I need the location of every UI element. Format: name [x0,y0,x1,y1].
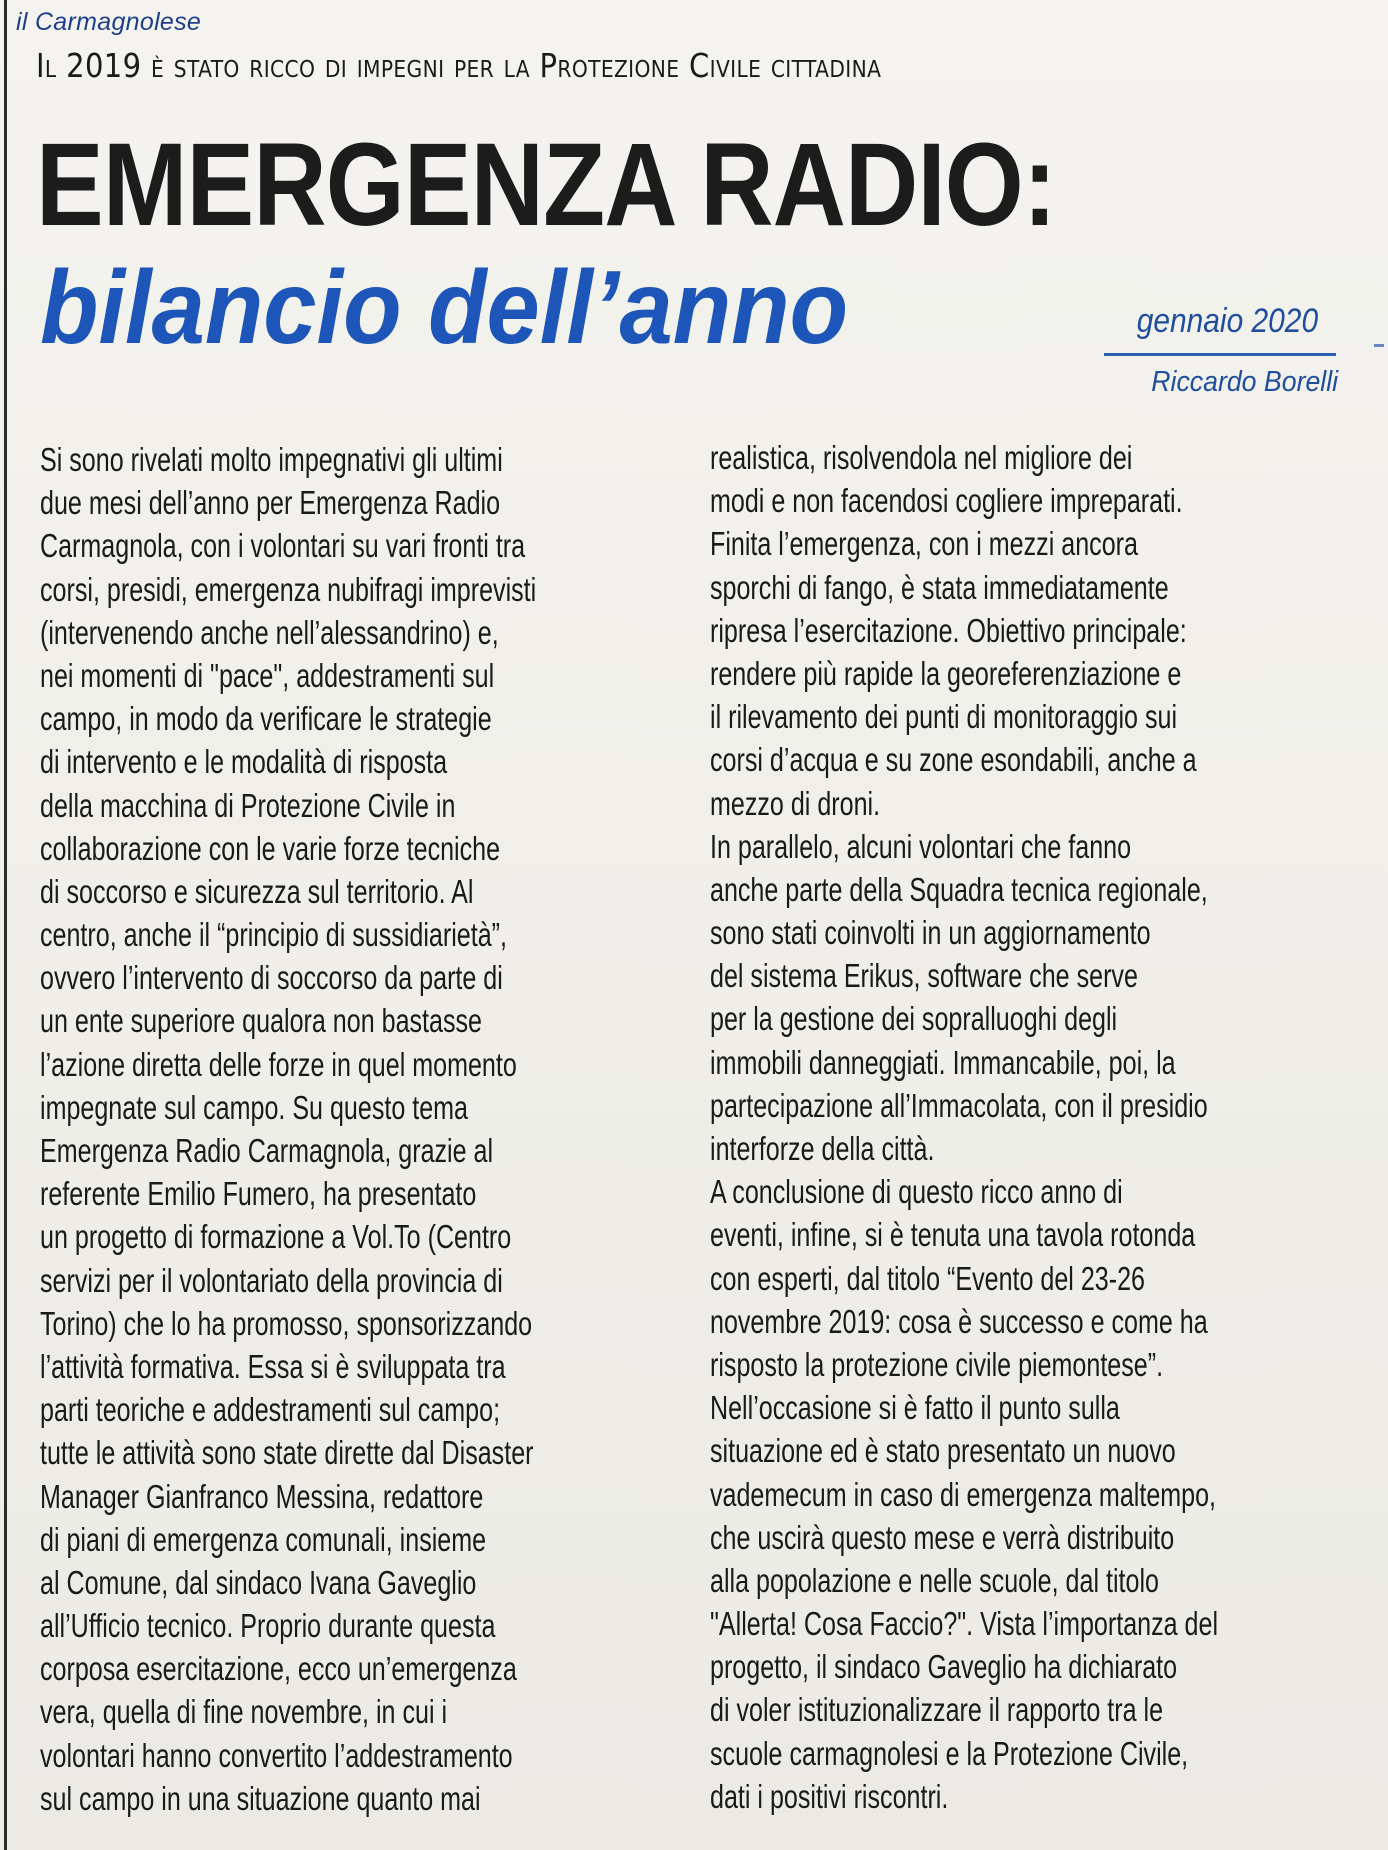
article-text-line: di soccorso e sicurezza sul territorio. Al [40,872,474,910]
article-text-line: novembre 2019: cosa è successo e come ha [710,1302,1208,1340]
article-text-line: corsi d’acqua e su zone esondabili, anche a [710,741,1197,779]
article-text-line: Si sono rivelati molto impegnativi gli ultimi [40,441,503,478]
article-text-line: centro, anche il “principio di sussidiarietà”, [40,916,507,954]
article-text-line: rendere più rapide la georeferenziazione e [710,654,1182,692]
article-text-line: che uscirà questo mese e verrà distribuito [710,1518,1175,1556]
article-text-line: Manager Gianfranco Messina, redattore [40,1477,484,1515]
article-text-line: di voler istituzionalizzare il rapporto tra le [710,1691,1164,1729]
article-text-line: referente Emilio Fumero, ha presentato [40,1175,477,1213]
article-text-line: vademecum in caso di emergenza maltempo, [710,1475,1217,1513]
article-text-line: del sistema Erikus, software che serve [710,957,1138,995]
article-text-line: risposto la protezione civile piemontese”. [710,1345,1164,1383]
article-subtitle: bilancio dell’anno [40,250,849,366]
article-text-line: volontari hanno convertito l’addestramento [40,1736,513,1774]
article-text-line: l’azione diretta delle forze in quel momento [40,1045,517,1083]
article-text-line: Nell’occasione si è fatto il punto sulla [710,1389,1120,1427]
article-text-line: scuole carmagnolesi e la Protezione Civile, [710,1734,1189,1772]
article-text-line: Carmagnola, con i volontari su vari fronti tra [40,527,526,565]
article-text-line: un ente superiore qualora non bastasse [40,1002,482,1040]
page-left-rule [4,0,7,1850]
article-text-line: un progetto di formazione a Vol.To (Centro [40,1218,512,1256]
article-text-line: anche parte della Squadra tecnica regionale, [710,870,1208,908]
article-text-line: collaborazione con le varie forze tecniche [40,829,501,867]
article-text-line: due mesi dell’anno per Emergenza Radio [40,484,501,522]
article-column-left [40,438,693,1820]
article-text-line: A conclusione di questo ricco anno di [710,1173,1123,1211]
article-text-line: di intervento e le modalità di risposta [40,743,448,781]
article-text-line: ovvero l’intervento di soccorso da parte di [40,959,503,997]
article-text-line: Emergenza Radio Carmagnola, grazie al [40,1132,494,1169]
article-text-line: (intervenendo anche nell’alessandrino) e, [40,613,499,651]
article-column-right [710,436,1378,1818]
article-text-line: modi e non facendosi cogliere impreparati. [710,482,1183,520]
article-text-line: In parallelo, alcuni volontari che fanno [710,827,1132,865]
margin-mark [1374,344,1384,347]
article-text-line: ripresa l’esercitazione. Obiettivo principale: [710,611,1187,649]
article-text-line: tutte le attività sono state dirette dal Disaster [40,1434,534,1472]
article-text-line: sporchi di fango, è stata immediatamente [710,568,1169,606]
article-text-line: l’attività formativa. Essa si è sviluppata tra [40,1347,506,1385]
article-text-line: con esperti, dal titolo “Evento del 23-26 [710,1259,1145,1297]
article-text-line: impegnate sul campo. Su questo tema [40,1088,469,1126]
article-text-line: progetto, il sindaco Gaveglio ha dichiarato [710,1648,1178,1686]
article-text-line: per la gestione dei sopralluoghi degli [710,1000,1118,1038]
article-text-line: "Allerta! Cosa Faccio?". Vista l’importanza del [710,1605,1219,1643]
byline-divider [1104,353,1336,356]
article-text-line: corposa esercitazione, ecco un’emergenza [40,1650,517,1688]
article-text-line: campo, in modo da verificare le strategie [40,700,492,738]
article-text-line: eventi, infine, si è tenuta una tavola rotonda [710,1216,1196,1254]
article-kicker: Il 2019 è stato ricco di impegni per la Protezione Civile cittadina [36,46,882,85]
article-text-line: situazione ed è stato presentato un nuovo [710,1432,1176,1470]
article-title: EMERGENZA RADIO: [36,119,1056,251]
publication-name: il Carmagnolese [16,8,202,36]
article-text-line: nei momenti di "pace", addestramenti sul [40,656,495,694]
article-text-line: parti teoriche e addestramenti sul campo; [40,1391,501,1429]
article-author: Riccardo Borelli [1151,366,1338,398]
article-text-line: di piani di emergenza comunali, insieme [40,1520,487,1558]
article-text-line: sul campo in una situazione quanto mai [40,1779,481,1817]
article-text-line: servizi per il volontariato della provincia di [40,1261,503,1299]
article-text-line: realistica, risolvendola nel migliore dei [710,439,1133,476]
article-text-line: immobili danneggiati. Immancabile, poi, la [710,1043,1176,1081]
article-text-line: corsi, presidi, emergenza nubifragi imprevisti [40,570,537,608]
article-text-line: mezzo di droni. [710,784,881,822]
article-text-line: vera, quella di fine novembre, in cui i [40,1693,448,1731]
article-text-line: Torino) che lo ha promosso, sponsorizzando [40,1304,533,1342]
article-text-line: interforze della città. [710,1130,935,1167]
article-text-line: al Comune, dal sindaco Ivana Gaveglio [40,1563,477,1601]
article-text-line: alla popolazione e nelle scuole, dal titolo [710,1561,1159,1599]
article-text-line: dati i positivi riscontri. [710,1777,949,1815]
article-text-line: Finita l’emergenza, con i mezzi ancora [710,525,1138,563]
article-text-line: partecipazione all’Immacolata, con il presidio [710,1086,1208,1124]
article-text-line: all’Ufficio tecnico. Proprio durante questa [40,1607,496,1645]
article-text-line: della macchina di Protezione Civile in [40,786,456,824]
article-date: gennaio 2020 [1136,302,1318,340]
article-text-line: il rilevamento dei punti di monitoraggio sui [710,698,1178,736]
article-text-line: sono stati coinvolti in un aggiornamento [710,914,1151,952]
